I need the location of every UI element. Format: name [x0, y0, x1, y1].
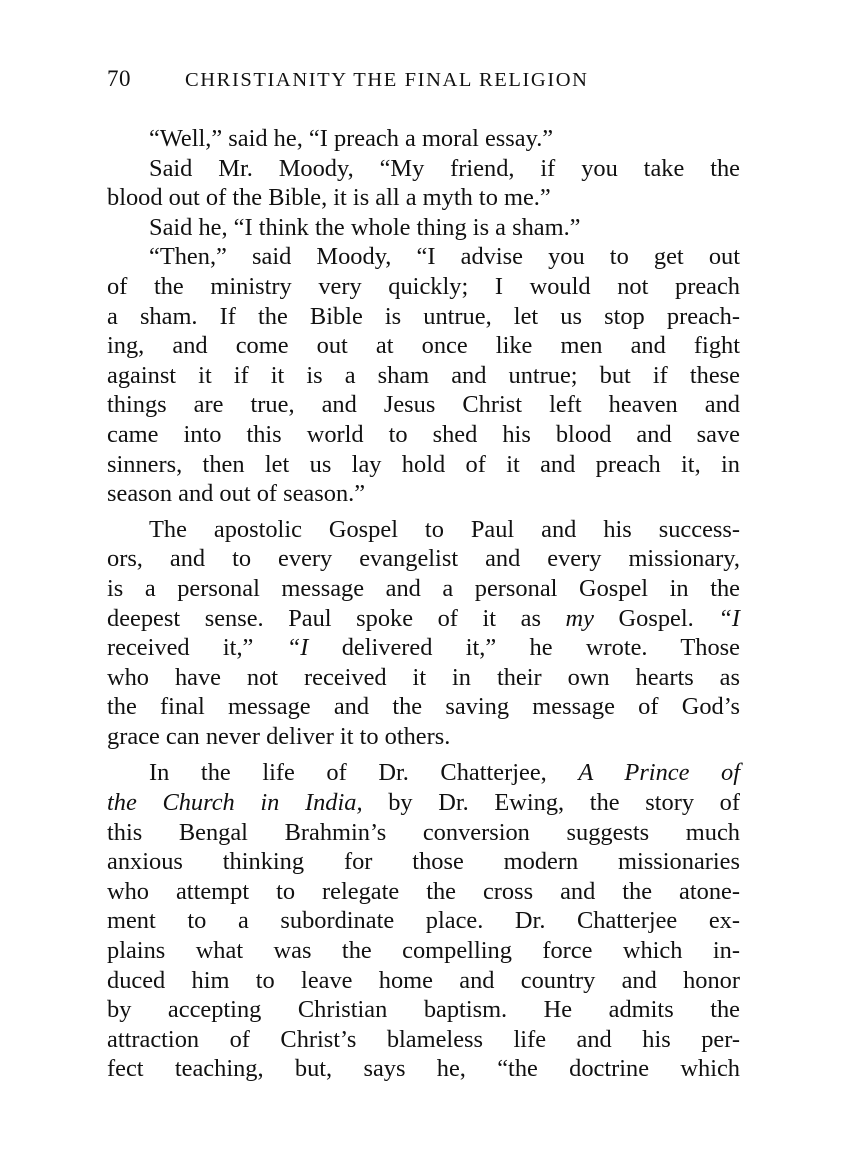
paragraph [107, 758, 740, 1084]
emphasis: “I [718, 604, 740, 632]
text-line: of the ministry very quickly; I would not preach [107, 272, 740, 300]
text-line: grace can never deliver it to others. [107, 722, 451, 750]
book-page [107, 66, 740, 1084]
emphasis: my [565, 604, 594, 632]
text-line [107, 788, 740, 818]
text-line: ors, and to every evangelist and every missionary, [107, 545, 740, 573]
text-line: fect teaching, but, says he, “the doctrine which [107, 1055, 740, 1083]
text-run: delivered it,” he wrote. Those [308, 634, 740, 662]
text-line [107, 604, 740, 634]
text-line: Said Mr. Moody, “My friend, if you take the [149, 154, 740, 182]
text-run: Gospel. [593, 604, 719, 632]
body-text [107, 124, 740, 1084]
text-line: by accepting Christian baptism. He admits the [107, 996, 740, 1024]
paragraph [107, 242, 740, 508]
text-run: by Dr. Ewing, the story of [362, 789, 740, 817]
text-line [107, 758, 740, 788]
running-title: CHRISTIANITY THE FINAL RELIGION [185, 69, 589, 91]
text-line [107, 633, 740, 663]
text-run: received it,” [107, 634, 287, 662]
text-line: plains what was the compelling force which in- [107, 937, 740, 965]
emphasis: “I [286, 634, 309, 662]
text-line: this Bengal Brahmin’s conversion suggests much [107, 818, 740, 846]
text-line: The apostolic Gospel to Paul and his success- [149, 515, 740, 543]
paragraph [107, 515, 740, 752]
emphasis: the Church in India, [107, 789, 363, 817]
text-run: deepest sense. Paul spoke of it as [107, 604, 566, 632]
text-line: things are true, and Jesus Christ left heaven and [107, 391, 740, 419]
text-line: is a personal message and a personal Gospel in the [107, 574, 740, 602]
text-line: anxious thinking for those modern missionaries [107, 848, 740, 876]
text-line: who have not received it in their own hearts as [107, 663, 740, 691]
page-number: 70 [107, 66, 131, 91]
text-line: a sham. If the Bible is untrue, let us stop preach- [107, 302, 740, 330]
text-run: In the life of Dr. Chatterjee, [149, 759, 579, 787]
paragraph [107, 124, 740, 154]
text-line: the final message and the saving message of God’s [107, 693, 740, 721]
text-line: against it if it is a sham and untrue; but if these [107, 361, 740, 389]
text-line: season and out of season.” [107, 480, 366, 508]
text-line: ing, and come out at once like men and fight [107, 332, 740, 360]
text-line: sinners, then let us lay hold of it and preach it, in [107, 450, 740, 478]
text-line: “Then,” said Moody, “I advise you to get out [149, 243, 740, 271]
text-line: duced him to leave home and country and honor [107, 966, 740, 994]
emphasis: A Prince of [578, 759, 741, 787]
text-line: blood out of the Bible, it is all a myth to me.” [107, 184, 551, 212]
paragraph [107, 154, 740, 213]
text-line: “Well,” said he, “I preach a moral essay.” [149, 125, 554, 152]
text-line: attraction of Christ’s blameless life and his per- [107, 1025, 740, 1053]
text-line: Said he, “I think the whole thing is a sham.” [149, 213, 581, 241]
running-head [107, 66, 740, 106]
text-line: who attempt to relegate the cross and the atone- [107, 877, 740, 905]
text-line: came into this world to shed his blood and save [107, 420, 740, 448]
paragraph [107, 213, 740, 243]
text-line: ment to a subordinate place. Dr. Chatterjee ex- [107, 907, 740, 935]
